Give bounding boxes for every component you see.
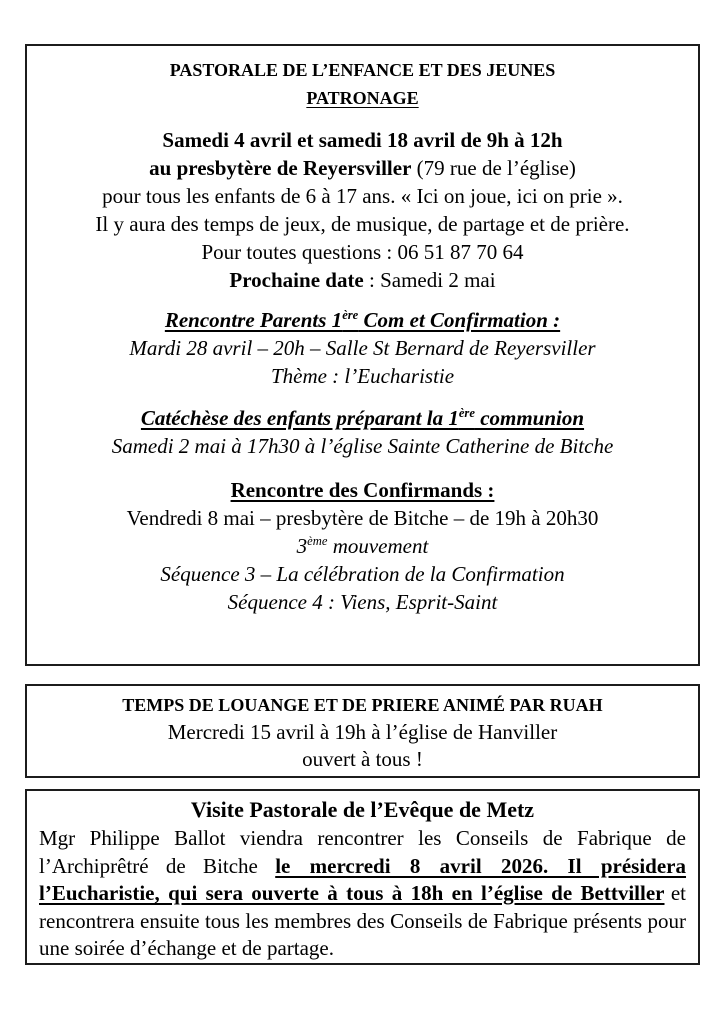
confirmands-sequence4: Séquence 4 : Viens, Esprit-Saint [227,590,498,614]
patronage-location: au presbytère de Reyersviller (79 rue de l’église) [149,156,576,180]
patronage-subtitle: PATRONAGE [306,88,419,108]
catechese-date: Samedi 2 mai à 17h30 à l’église Sainte Catherine de Bitche [111,434,614,458]
confirmands-date: Vendredi 8 mai – presbytère de Bitche – de 19h à 20h30 [126,506,599,530]
visite-paragraph: Mgr Philippe Ballot viendra rencontrer les Conseils de Fabrique de l’Archiprêtré de Bitche le mercredi 8 avril 2026. Il présidera l’Eucharistie, qui sera ouverte à tous à 18h en l’église de Bettviller et rencontrera ensuite tous les membres des Conseils de Fabrique présents pour une soirée d’échange et de partage. [39,826,687,960]
rencontre-parents-heading: Rencontre Parents 1ère Com et Confirmation : [164,308,561,332]
louange-date: Mercredi 15 avril à 19h à l’église de Hanviller [167,720,558,744]
pastorale-title: PASTORALE DE L’ENFANCE ET DES JEUNES [169,60,556,80]
patronage-contact: Pour toutes questions : 06 51 87 70 64 [201,240,524,264]
louange-open: ouvert à tous ! [302,747,423,771]
louange-title: TEMPS DE LOUANGE ET DE PRIERE ANIMÉ PAR RUAH [122,695,603,715]
rencontre-parents-theme: Thème : l’Eucharistie [270,364,455,388]
patronage-dates: Samedi 4 avril et samedi 18 avril de 9h à 12h [162,128,563,152]
confirmands-mouvement: 3ème mouvement [296,534,429,558]
catechese-section [45,404,680,460]
louange-box [25,684,700,778]
patronage-audience: pour tous les enfants de 6 à 17 ans. « Ici on joue, ici on prie ». [102,184,623,208]
confirmands-heading: Rencontre des Confirmands : [230,478,495,502]
confirmands-sequence3: Séquence 3 – La célébration de la Confirmation [160,562,565,586]
rencontre-parents-date: Mardi 28 avril – 20h – Salle St Bernard de Reyersviller [129,336,596,360]
visite-box [25,789,700,965]
patronage-details [45,126,680,266]
visite-highlight: le mercredi 8 avril 2026. Il présidera l’Eucharistie, qui sera ouverte à tous à 18h en l’église de Bettviller [39,853,687,905]
pastorale-box [25,44,700,666]
rencontre-parents-section [45,306,680,390]
patronage-activities: Il y aura des temps de jeux, de musique, de partage et de prière. [95,212,630,236]
catechese-heading: Catéchèse des enfants préparant la 1ère communion [140,406,585,430]
next-date-line: Prochaine date : Samedi 2 mai [229,268,496,292]
confirmands-section [45,476,680,616]
visite-title: Visite Pastorale de l’Evêque de Metz [190,797,535,822]
